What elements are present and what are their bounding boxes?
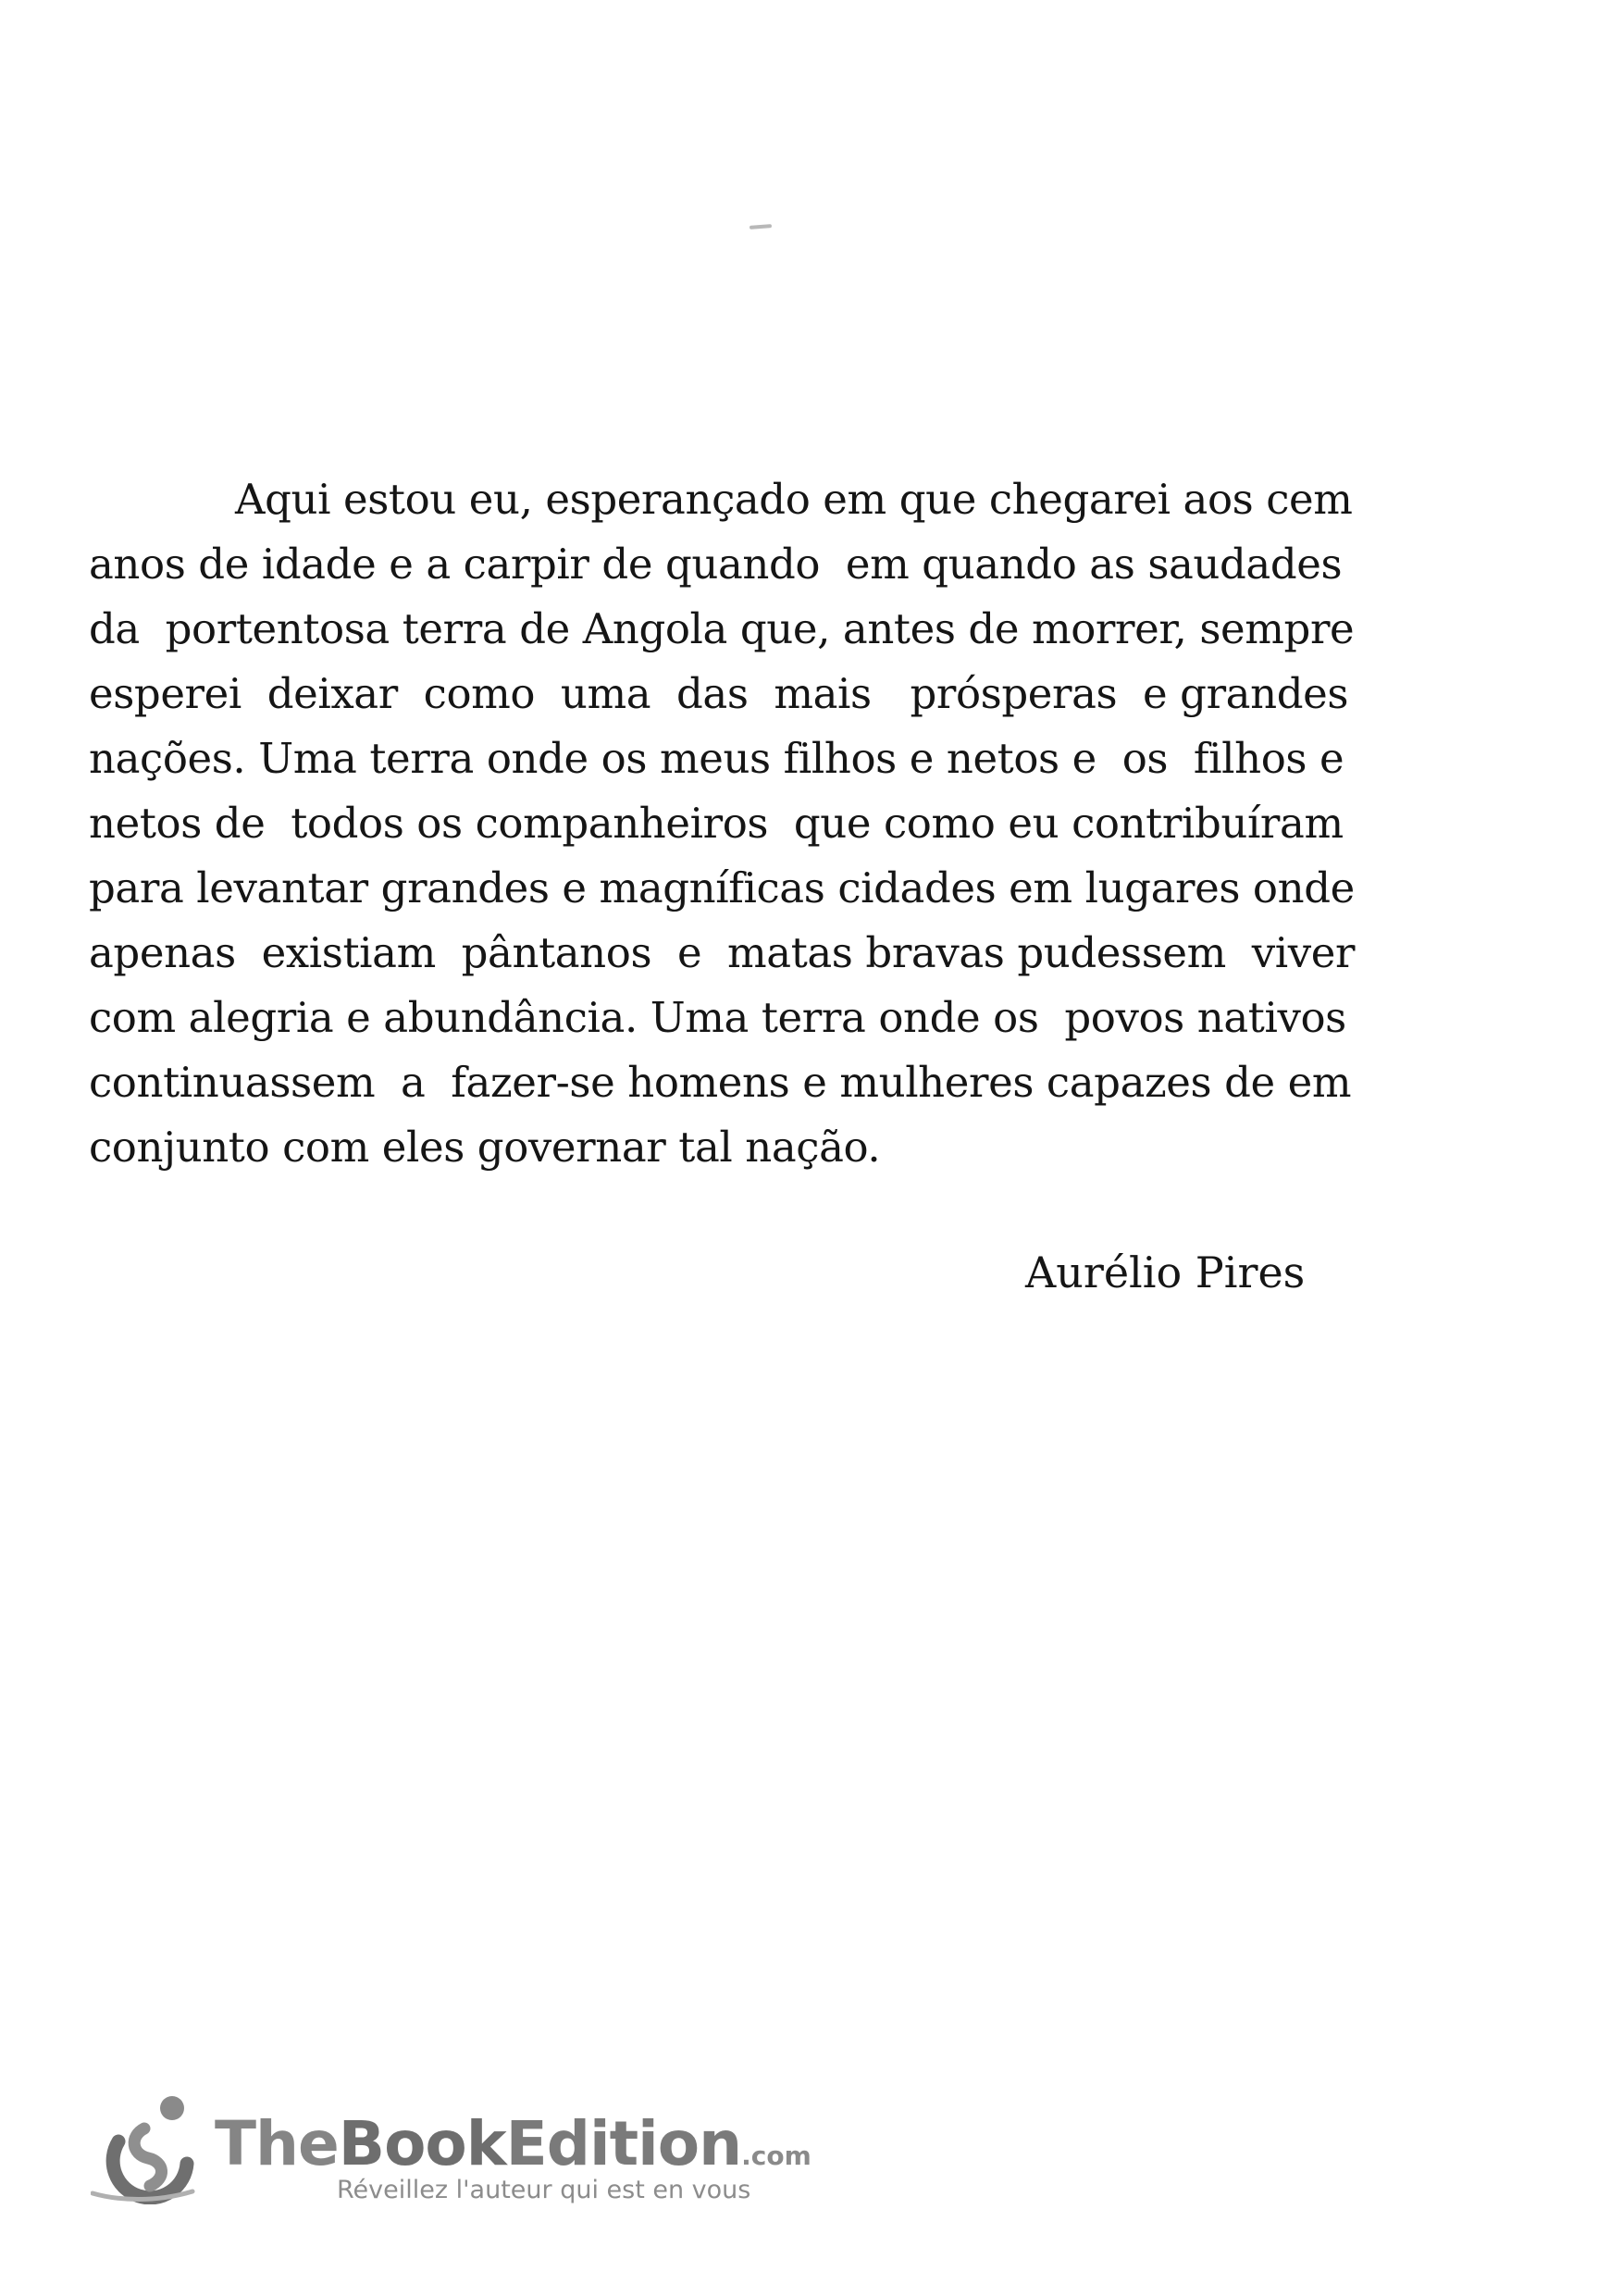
publisher-name-edition: Edition <box>505 2108 742 2179</box>
person-circle-logo-icon <box>91 2093 200 2204</box>
paragraph-line: apenas existiam pântanos e matas bravas pudessem viver <box>89 928 1356 977</box>
publisher-logo <box>91 2093 849 2204</box>
paragraph-line: Aqui estou eu, esperançado em que chegarei aos cem <box>235 475 1353 524</box>
paragraph-line: conjunto com eles governar tal nação. <box>89 1123 881 1172</box>
publisher-name-the: The <box>215 2108 339 2179</box>
paragraph-line: com alegria e abundância. Uma terra onde os povos nativos <box>89 993 1346 1042</box>
publisher-tagline: Réveillez l'auteur qui est en vous <box>337 2176 751 2204</box>
body-paragraph <box>89 467 1486 1180</box>
paragraph-line: para levantar grandes e magníficas cidades em lugares onde <box>89 863 1355 912</box>
paragraph-line: esperei deixar como uma das mais prósperas e grandes <box>89 669 1349 718</box>
paragraph-line: da portentosa terra de Angola que, antes de morrer, sempre <box>89 604 1355 653</box>
publisher-name-suffix: .com <box>741 2141 812 2171</box>
publisher-name-book: Book <box>338 2108 506 2179</box>
paragraph-line: anos de idade e a carpir de quando em quando as saudades <box>89 540 1343 589</box>
paragraph-line: netos de todos os companheiros que como eu contribuíram <box>89 799 1344 848</box>
paragraph-line: continuassem a fazer-se homens e mulheres capazes de em <box>89 1058 1352 1107</box>
author-signature: Aurélio Pires <box>1025 1247 1306 1297</box>
scan-speck <box>750 224 772 230</box>
paragraph-line: nações. Uma terra onde os meus filhos e netos e os filhos e <box>89 734 1344 783</box>
